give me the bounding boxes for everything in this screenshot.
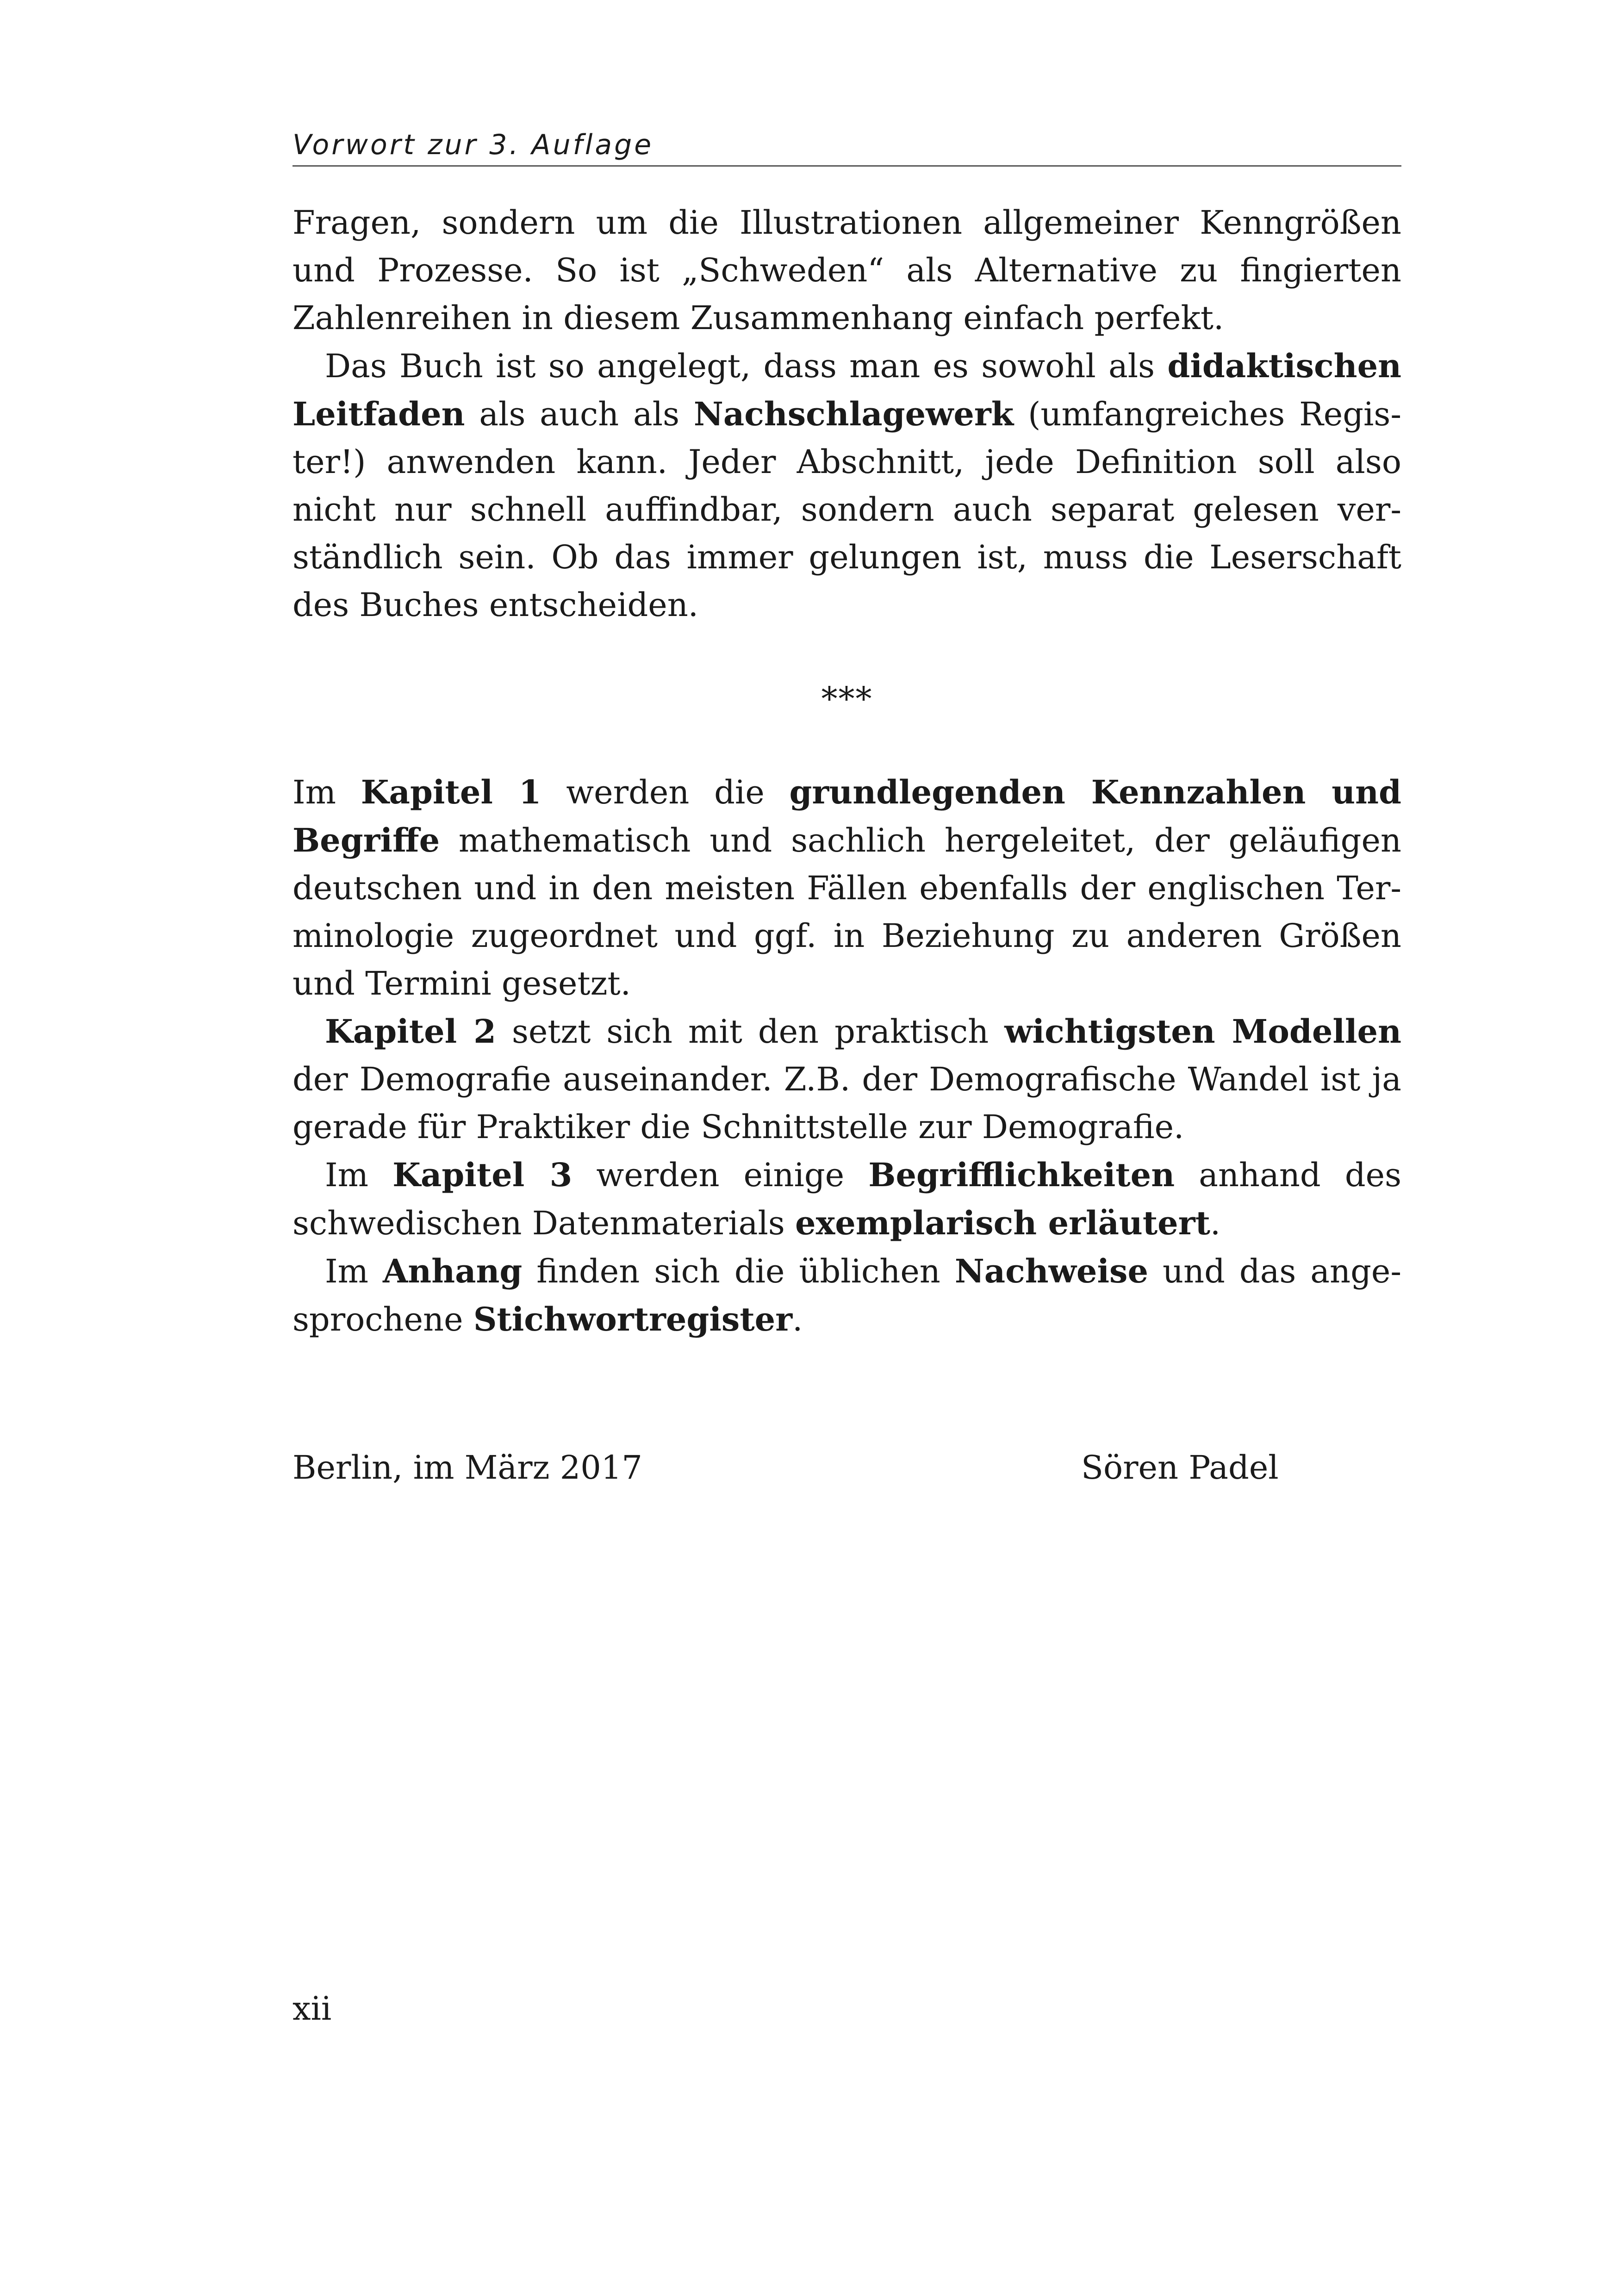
emphasis-stichwortregister: Stichwortregister [473,1300,793,1338]
signature-place-date: Berlin, im März 2017 [292,1449,642,1487]
signature-author: Sören Padel [1081,1449,1279,1487]
page-number: xii [292,1990,332,2028]
text-run: . [792,1300,803,1338]
emphasis-anhang: Anhang [382,1252,523,1290]
emphasis-nachschlagewerk: Nachschlagewerk [693,395,1014,433]
text-run: . [1210,1204,1221,1242]
section-separator: *** [821,680,873,718]
text-run: werden die [541,773,790,811]
emphasis-exemplarisch: exemplarisch erläutert [795,1204,1210,1242]
running-head-title: Vorwort zur 3. Auflage [292,129,654,161]
emphasis-kapitel-2: Kapitel 2 [325,1012,496,1051]
paragraph-appendix [292,1247,1401,1344]
text-run: Das Buch ist so angelegt, dass man es sowohl als [325,347,1168,385]
text-run: mathematisch und sachlich hergeleitet, der geläufigen deutschen und in den meisten Fällen ebenfalls der englischen Terminologie zugeordnet und ggf. in Beziehung zu anderen Größen und Termini gesetzt. [292,821,1401,1002]
text-run: setzt sich mit den praktisch [496,1013,1005,1051]
running-head [292,124,1401,167]
text-run: anhand des schwedischen Datenmaterials [292,1156,1402,1242]
text-run: (umfangreiches Register!) anwenden kann. Jeder Abschnitt, jede Definition soll also nicht nur schnell auffindbar, sondern auch separat gelesen verständlich sein. Ob das immer gelungen ist, muss die Leserschaft des Buches entscheiden. [292,395,1402,624]
text-run: werden einige [572,1156,869,1194]
paragraph-book-structure [292,342,1401,629]
emphasis-kapitel-3: Kapitel 3 [392,1156,573,1194]
text-run: Im [325,1252,383,1290]
emphasis-nachweise: Nachweise [954,1252,1149,1290]
paragraph-continuation: Fragen, sondern um die Illustrationen allgemeiner Kenngrößen und Prozesse. So ist „Schweden“ als Alternative zu fingierten Zahlenreihen in diesem Zusammenhang einfach perfekt. [292,204,1401,337]
body-text [292,199,1401,1344]
emphasis-kapitel-1: Kapitel 1 [361,773,541,811]
signature-line [292,1444,1401,1495]
paragraph-chapter-3 [292,1151,1401,1247]
paragraph-chapter-1 [292,768,1401,1008]
text-run: finden sich die üblichen [522,1252,955,1290]
text-run: Im [325,1156,393,1194]
emphasis-begrifflichkeiten: Begrifflichkeiten [868,1156,1175,1194]
text-run: und das angesprochene [292,1252,1402,1338]
paragraph-chapter-2 [292,1008,1401,1151]
text-run: Im [292,773,361,811]
text-run: als auch als [465,395,694,433]
emphasis-didaktischen-leitfaden: didaktischen Leitfaden [292,347,1401,433]
emphasis-kennzahlen: grundlegenden Kennzahlen und Begriffe [292,773,1402,859]
emphasis-modelle: wichtigsten Modellen [1004,1012,1401,1051]
text-run: der Demografie auseinander. Z.B. der Demografische Wandel ist ja gerade für Praktiker die Schnittstelle zur Demografie. [292,1060,1401,1146]
